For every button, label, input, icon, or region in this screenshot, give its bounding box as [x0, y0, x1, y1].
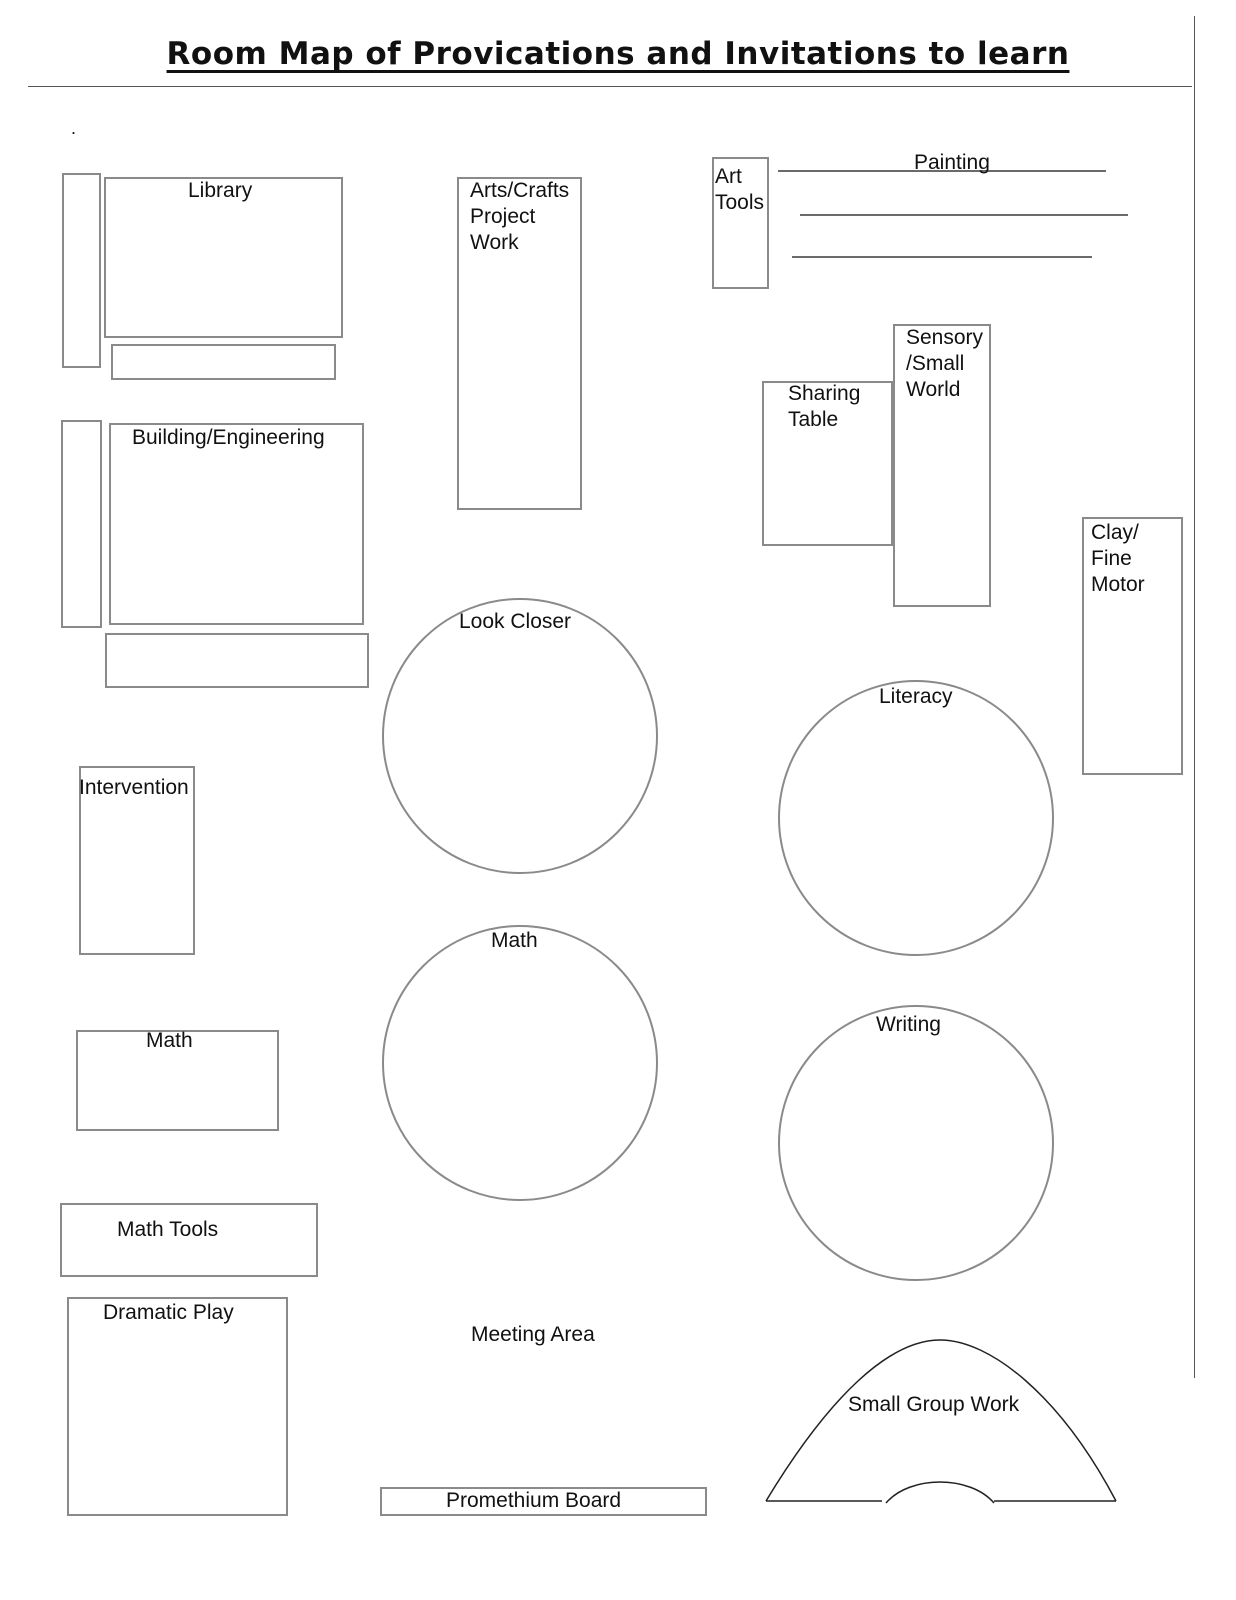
sensory-label: Sensory /Small World: [906, 326, 984, 401]
look-closer-table: [382, 598, 658, 874]
intervention-label: Intervention: [79, 776, 189, 799]
building-area: [109, 423, 364, 625]
dramatic-play-label: Dramatic Play: [103, 1301, 234, 1324]
dramatic-play-area: [67, 1297, 288, 1516]
math-box-label: Math: [146, 1029, 193, 1052]
arts-crafts-label: Arts/Crafts Project Work: [470, 179, 570, 254]
math-table: [382, 925, 658, 1201]
small-group-label: Small Group Work: [848, 1393, 1020, 1416]
meeting-area-label: Meeting Area: [471, 1323, 595, 1346]
look-closer-label: Look Closer: [459, 610, 572, 633]
stray-mark: .: [71, 118, 77, 138]
literacy-label: Literacy: [879, 685, 953, 708]
sharing-label: Sharing Table: [788, 382, 861, 431]
small-group-table: [760, 1335, 1130, 1515]
building-bench: [105, 633, 369, 688]
library-bench: [111, 344, 336, 380]
painting-easel-3: [792, 256, 1092, 258]
page-title: Room Map of Provications and Invitations to learn: [166, 36, 1070, 72]
building-label: Building/Engineering: [132, 426, 325, 449]
clay-label: Clay/ Fine Motor: [1091, 521, 1145, 596]
title-divider: [28, 86, 1192, 87]
promethium-label: Promethium Board: [446, 1489, 622, 1512]
math-circle-label: Math: [491, 929, 538, 952]
library-label: Library: [188, 179, 253, 202]
writing-table: [778, 1005, 1054, 1281]
library-shelf: [62, 173, 101, 368]
right-border: [1194, 16, 1195, 1378]
painting-easel-2: [800, 214, 1128, 216]
writing-label: Writing: [876, 1013, 941, 1036]
math-tools-label: Math Tools: [117, 1218, 219, 1241]
art-tools-label: Art Tools: [715, 165, 765, 214]
literacy-table: [778, 680, 1054, 956]
painting-label: Painting: [914, 151, 990, 174]
building-shelf: [61, 420, 102, 628]
